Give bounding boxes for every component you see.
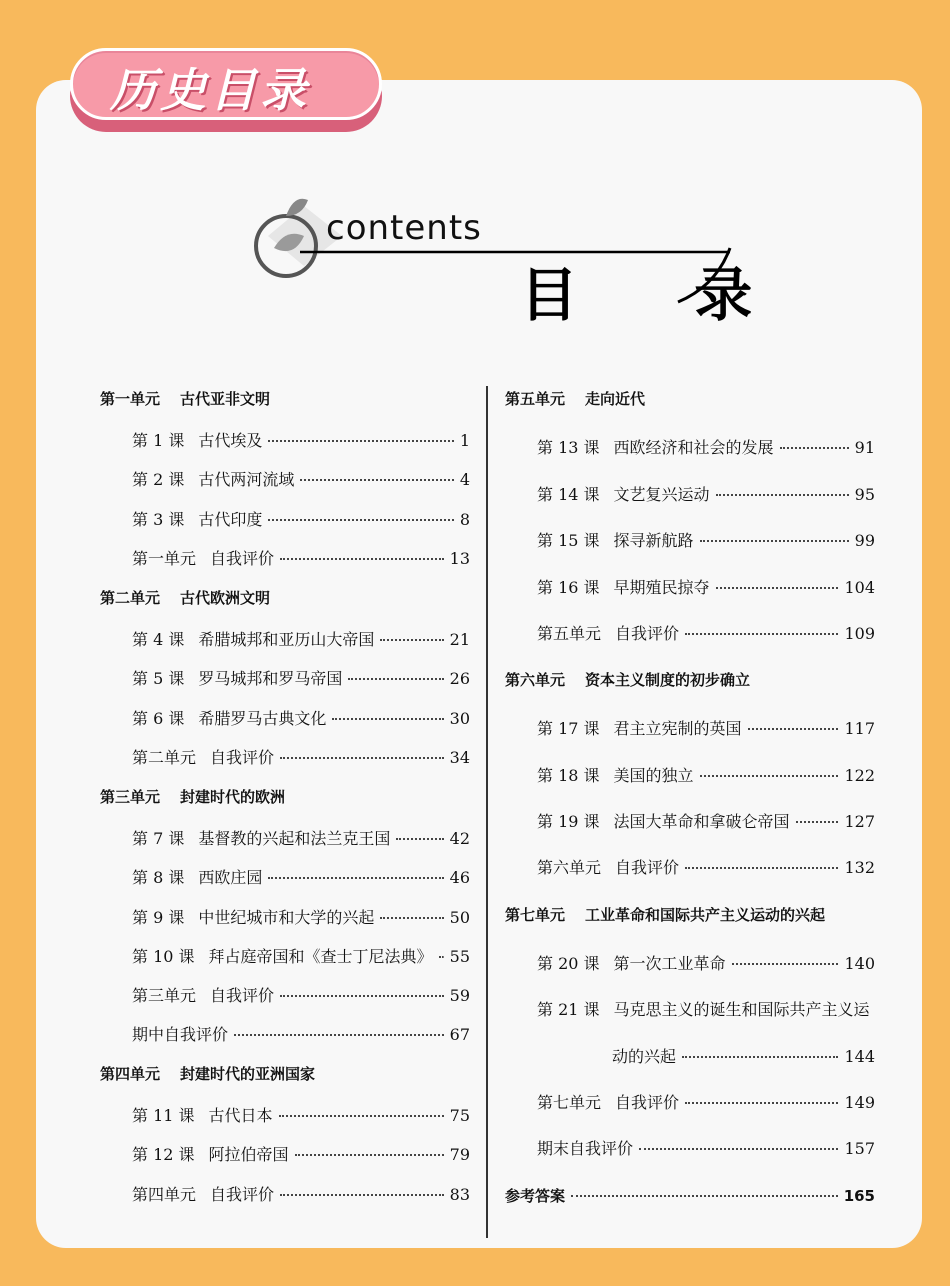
page-number: 34 — [449, 748, 470, 767]
entry-title: 希腊罗马古典文化 — [198, 709, 327, 728]
entry-title: 古代日本 — [208, 1106, 273, 1125]
page-number: 30 — [449, 709, 470, 728]
toc-title: 目 录 — [520, 261, 801, 329]
toc-entry[interactable] — [537, 482, 875, 505]
leader-dots — [439, 956, 444, 958]
toc-entry[interactable] — [505, 1185, 875, 1206]
entry-label: 第 1 课 — [132, 431, 185, 450]
page-number: 46 — [449, 868, 470, 887]
entry-title: 自我评价 — [210, 986, 275, 1005]
entry-label: 第六单元 — [537, 858, 602, 877]
unit-heading[interactable] — [505, 388, 645, 409]
entry-label: 第 11 课 — [132, 1106, 195, 1125]
entry-label: 第 12 课 — [132, 1145, 195, 1164]
contents-word: contents — [326, 208, 482, 248]
leader-dots — [716, 587, 839, 589]
unit-heading[interactable] — [100, 1063, 315, 1084]
entry-label: 第 20 课 — [537, 954, 600, 973]
toc-entry[interactable] — [537, 997, 875, 1020]
page-number: 95 — [854, 485, 875, 504]
entry-title: 古代欧洲文明 — [180, 589, 271, 607]
entry-title: 法国大革命和拿破仑帝国 — [613, 812, 790, 831]
page-number: 91 — [854, 438, 875, 457]
entry-label: 期中自我评价 — [132, 1025, 229, 1044]
entry-title: 希腊城邦和亚历山大帝国 — [198, 630, 375, 649]
entry-label: 第 5 课 — [132, 669, 185, 688]
toc-entry[interactable] — [537, 1090, 875, 1113]
leader-dots — [685, 867, 838, 869]
toc-entry[interactable] — [132, 546, 470, 569]
entry-title: 中世纪城市和大学的兴起 — [198, 908, 375, 927]
page-number: 42 — [449, 829, 470, 848]
toc-entry[interactable] — [132, 428, 470, 451]
entry-label: 第 15 课 — [537, 531, 600, 550]
entry-title: 工业革命和国际共产主义运动的兴起 — [585, 906, 826, 924]
entry-title: 古代两河流域 — [198, 470, 295, 489]
page-number: 109 — [844, 624, 875, 643]
entry-title: 探寻新航路 — [613, 531, 694, 550]
entry-title: 文艺复兴运动 — [613, 485, 710, 504]
toc-entry[interactable] — [132, 706, 470, 729]
toc-entry[interactable] — [537, 528, 875, 551]
page-number: 165 — [843, 1187, 875, 1205]
entry-label: 第 4 课 — [132, 630, 185, 649]
leader-dots — [295, 1154, 444, 1156]
page-number: 140 — [844, 954, 875, 973]
page-number: 50 — [449, 908, 470, 927]
page-number: 8 — [459, 510, 470, 529]
leader-dots — [396, 838, 443, 840]
entry-label: 第六单元 — [505, 671, 566, 689]
entry-label: 第 10 课 — [132, 947, 195, 966]
tab-title: 历史目录 — [110, 63, 310, 117]
leader-dots — [234, 1034, 444, 1036]
leader-dots — [571, 1195, 838, 1197]
entry-label: 第 8 课 — [132, 868, 185, 887]
entry-label: 第三单元 — [100, 788, 161, 806]
entry-title: 阿拉伯帝国 — [208, 1145, 289, 1164]
entry-label: 第 21 课 — [537, 1000, 600, 1019]
entry-title: 封建时代的亚洲国家 — [180, 1065, 316, 1083]
leader-dots — [280, 757, 444, 759]
entry-title: 封建时代的欧洲 — [180, 788, 286, 806]
entry-label: 第二单元 — [132, 748, 197, 767]
page-number: 144 — [844, 1047, 875, 1066]
leader-dots — [685, 633, 838, 635]
entry-label: 参考答案 — [505, 1187, 566, 1205]
toc-entry[interactable] — [537, 435, 875, 458]
page-number: 99 — [854, 531, 875, 550]
entry-title: 马克思主义的诞生和国际共产主义运 — [613, 1000, 870, 1019]
column-divider — [486, 386, 488, 1238]
entry-label: 第 2 课 — [132, 470, 185, 489]
entry-title: 资本主义制度的初步确立 — [585, 671, 751, 689]
page-number: 13 — [449, 549, 470, 568]
leader-dots — [268, 877, 443, 879]
toc-entry[interactable] — [537, 855, 875, 878]
entry-title: 自我评价 — [210, 748, 275, 767]
page-number: 117 — [844, 719, 875, 738]
leader-dots — [796, 821, 839, 823]
toc-entry[interactable] — [132, 745, 470, 768]
toc-entry[interactable] — [132, 905, 470, 928]
entry-title: 西欧经济和社会的发展 — [613, 438, 774, 457]
entry-title: 自我评价 — [615, 858, 680, 877]
page-number: 149 — [844, 1093, 875, 1112]
leader-dots — [332, 718, 443, 720]
entry-label: 第三单元 — [132, 986, 197, 1005]
entry-label: 第 13 课 — [537, 438, 600, 457]
toc-entry[interactable] — [132, 1142, 470, 1165]
entry-label: 第 9 课 — [132, 908, 185, 927]
leader-dots — [268, 440, 453, 442]
page-number: 83 — [449, 1185, 470, 1204]
page-number: 21 — [449, 630, 470, 649]
entry-title: 拜占庭帝国和《查士丁尼法典》 — [208, 947, 433, 966]
entry-label: 第 16 课 — [537, 578, 600, 597]
entry-title: 美国的独立 — [613, 766, 694, 785]
entry-title: 古代埃及 — [198, 431, 263, 450]
entry-title: 基督教的兴起和法兰克王国 — [198, 829, 391, 848]
toc-entry[interactable] — [537, 621, 875, 644]
toc-entry[interactable] — [537, 809, 875, 832]
toc-entry[interactable] — [537, 763, 875, 786]
entry-title: 动的兴起 — [612, 1047, 677, 1066]
page-number: 55 — [449, 947, 470, 966]
entry-label: 第 3 课 — [132, 510, 185, 529]
entry-label: 第 18 课 — [537, 766, 600, 785]
leader-dots — [682, 1056, 838, 1058]
toc-entry[interactable] — [537, 951, 875, 974]
entry-label: 第二单元 — [100, 589, 161, 607]
toc-entry[interactable] — [132, 944, 470, 967]
entry-label: 第四单元 — [100, 1065, 161, 1083]
page-number: 67 — [449, 1025, 470, 1044]
leader-dots — [685, 1102, 838, 1104]
page-number: 59 — [449, 986, 470, 1005]
entry-title: 早期殖民掠夺 — [613, 578, 710, 597]
leader-dots — [348, 678, 443, 680]
page-number: 122 — [844, 766, 875, 785]
entry-label: 第 6 课 — [132, 709, 185, 728]
leader-dots — [280, 1194, 444, 1196]
toc-entry[interactable] — [132, 983, 470, 1006]
entry-title: 自我评价 — [615, 1093, 680, 1112]
entry-title: 古代亚非文明 — [180, 390, 271, 408]
unit-heading[interactable] — [100, 388, 270, 409]
page-number: 4 — [459, 470, 470, 489]
unit-heading[interactable] — [100, 587, 270, 608]
entry-label: 第 7 课 — [132, 829, 185, 848]
leader-dots — [280, 558, 444, 560]
entry-label: 第七单元 — [505, 906, 566, 924]
page-number: 26 — [449, 669, 470, 688]
page-number: 157 — [844, 1139, 875, 1158]
entry-label: 第七单元 — [537, 1093, 602, 1112]
page-number: 75 — [449, 1106, 470, 1125]
leader-dots — [716, 494, 849, 496]
page-number: 79 — [449, 1145, 470, 1164]
page-number: 127 — [844, 812, 875, 831]
toc-entry[interactable] — [132, 1182, 470, 1205]
entry-title: 西欧庄园 — [198, 868, 263, 887]
leader-dots — [380, 639, 443, 641]
leader-dots — [732, 963, 839, 965]
leader-dots — [380, 917, 443, 919]
toc-entry[interactable] — [132, 507, 470, 530]
unit-heading[interactable] — [100, 786, 285, 807]
entry-label: 期末自我评价 — [537, 1139, 634, 1158]
leader-dots — [279, 1115, 444, 1117]
toc-entry[interactable] — [132, 627, 470, 650]
toc-entry[interactable] — [612, 1044, 875, 1067]
toc-entry[interactable] — [537, 716, 875, 739]
leader-dots — [639, 1148, 838, 1150]
entry-label: 第 19 课 — [537, 812, 600, 831]
unit-heading[interactable] — [505, 904, 825, 925]
toc-entry[interactable] — [132, 1022, 470, 1045]
entry-label: 第 14 课 — [537, 485, 600, 504]
entry-title: 古代印度 — [198, 510, 263, 529]
page-number: 1 — [459, 431, 470, 450]
unit-heading[interactable] — [505, 669, 750, 690]
entry-title: 自我评价 — [210, 1185, 275, 1204]
entry-label: 第 17 课 — [537, 719, 600, 738]
entry-title: 罗马城邦和罗马帝国 — [198, 669, 343, 688]
page-number: 132 — [844, 858, 875, 877]
entry-title: 自我评价 — [615, 624, 680, 643]
toc-entry[interactable] — [132, 666, 470, 689]
toc-entry[interactable] — [537, 575, 875, 598]
entry-label: 第五单元 — [505, 390, 566, 408]
entry-title: 第一次工业革命 — [613, 954, 726, 973]
entry-title: 自我评价 — [210, 549, 275, 568]
entry-label: 第一单元 — [100, 390, 161, 408]
leader-dots — [300, 479, 453, 481]
entry-label: 第五单元 — [537, 624, 602, 643]
leader-dots — [268, 519, 453, 521]
leader-dots — [700, 775, 839, 777]
leader-dots — [280, 995, 444, 997]
page-number: 104 — [844, 578, 875, 597]
entry-title: 君主立宪制的英国 — [613, 719, 742, 738]
toc-entry[interactable] — [132, 826, 470, 849]
leader-dots — [780, 447, 849, 449]
toc-entry[interactable] — [132, 1103, 470, 1126]
leader-dots — [748, 728, 839, 730]
entry-label: 第四单元 — [132, 1185, 197, 1204]
entry-title: 走向近代 — [585, 390, 646, 408]
toc-entry[interactable] — [132, 467, 470, 490]
entry-label: 第一单元 — [132, 549, 197, 568]
toc-entry[interactable] — [537, 1136, 875, 1159]
toc-entry[interactable] — [132, 865, 470, 888]
leader-dots — [700, 540, 849, 542]
